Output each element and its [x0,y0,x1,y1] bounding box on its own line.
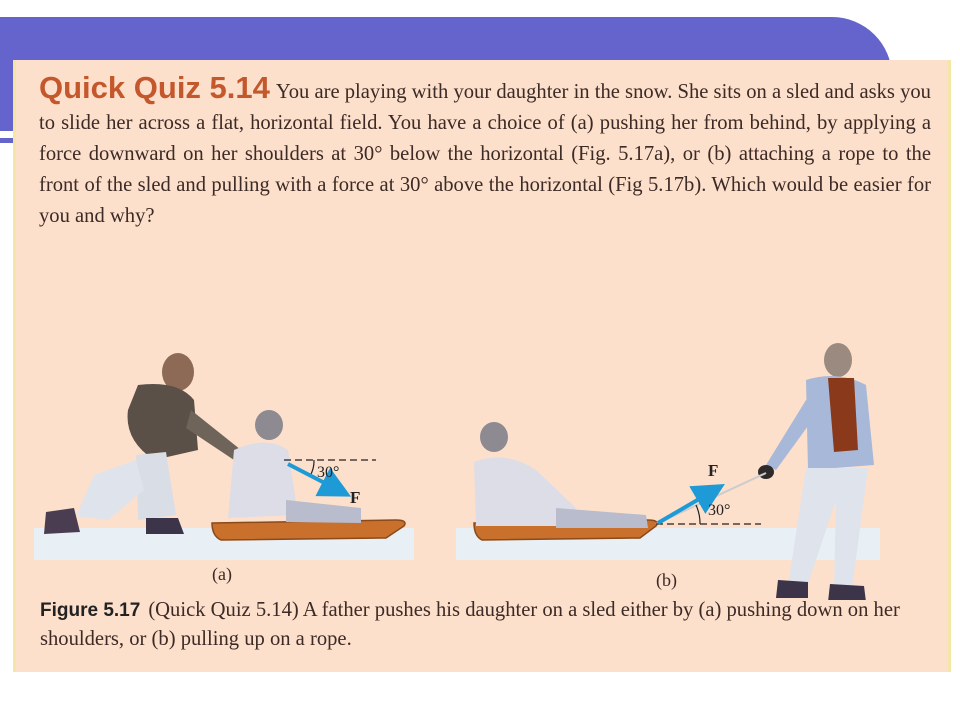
panel-b-scene [456,343,880,600]
figure-illustration [16,340,948,600]
force-label-b: F [708,461,719,480]
angle-label-a: 30° [317,464,340,481]
daughter-b [474,422,648,528]
figure-5-17 [16,340,948,600]
angle-arc-b [696,505,700,524]
caption-text: (Quick Quiz 5.14) A father pushes his daughter on a sled either by (a) pushing down on her shoulders, or (b) pulling up on a rope. [40,599,900,650]
panel-label-b: (b) [656,570,677,590]
force-label-a: F [350,488,361,507]
angle-label-b: 30° [708,502,731,519]
textbook-page [13,60,951,672]
quiz-title: Quick Quiz 5.14 [39,70,270,105]
father-standing [758,343,874,600]
panel-label-a: (a) [212,564,232,584]
panel-a-scene [34,353,414,560]
quiz-body: You are playing with your daughter in the snow. She sits on a sled and asks you to slide her across a flat, horizontal field. You have a choice of (a) pushing her from behind, by applying a force downward on her shoulders at 30° below the horizontal (Fig. 5.17a), or (b) attaching a rope to the front of the sled and pulling with a force at 30° above the horizontal (Fig 5.17b). Which would be easier for you and why? [39,81,931,227]
slide-left-tick-accent [0,138,14,143]
caption-title: Figure 5.17 [40,600,141,621]
quiz-paragraph [39,72,931,232]
slide-left-bar [0,17,12,131]
figure-caption [40,596,920,653]
sled-a [212,520,405,540]
